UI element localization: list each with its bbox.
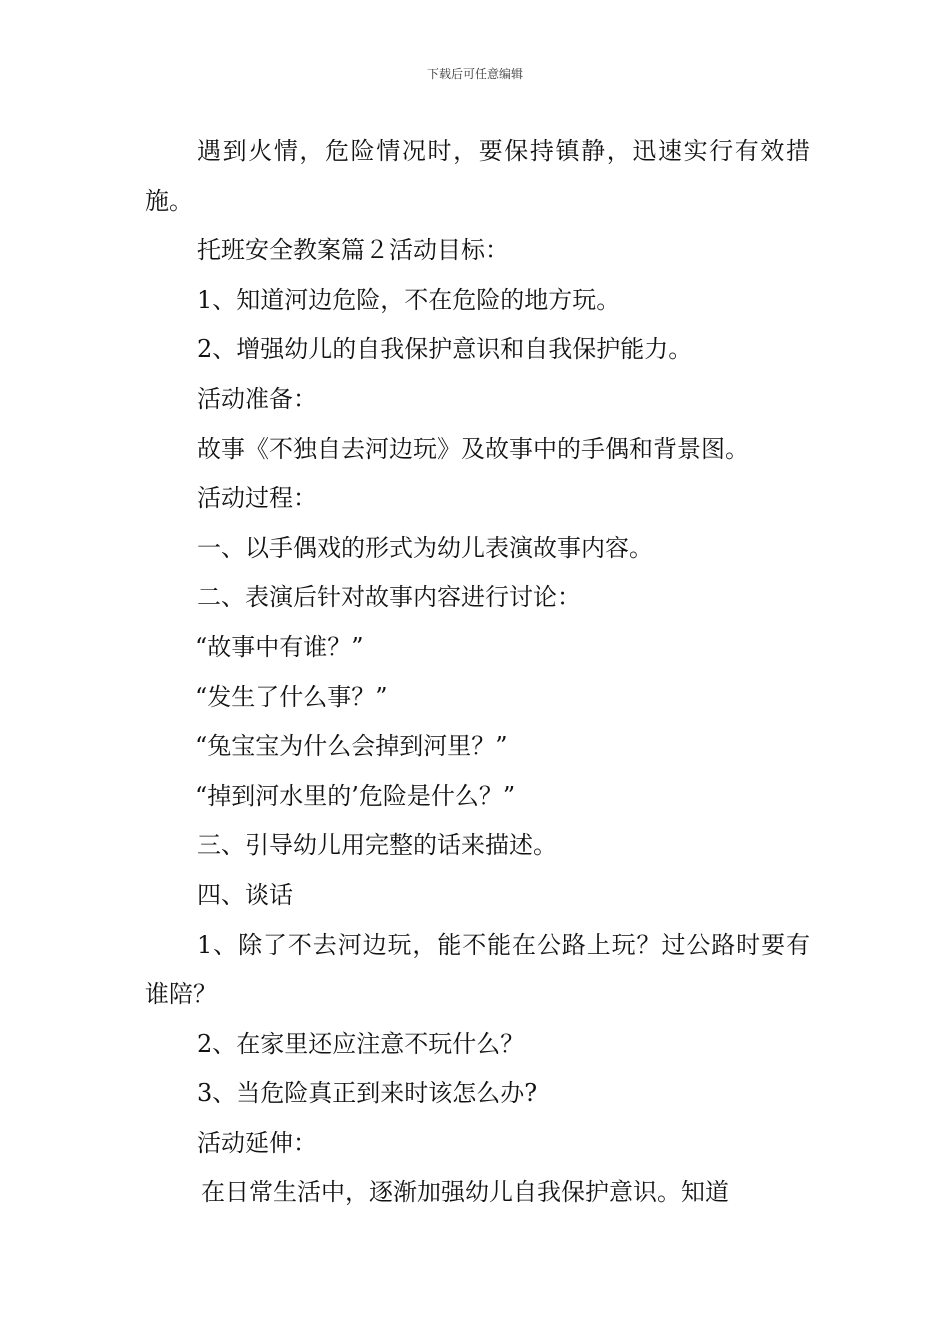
paragraph-lesson-title: 托班安全教案篇２活动目标： bbox=[197, 236, 509, 265]
paragraph-question-3: “兔宝宝为什么会掉到河里？” bbox=[195, 732, 508, 761]
paragraph-question-1: “故事中有谁？” bbox=[195, 632, 364, 661]
document-body bbox=[145, 127, 810, 1218]
paragraph-goal-2: 2、增强幼儿的自我保护意识和自我保护能力。 bbox=[197, 335, 693, 364]
paragraph-extension: 在日常生活中，逐渐加强幼儿自我保护意识。知道 bbox=[201, 1178, 729, 1207]
paragraph-preparation: 故事《不独自去河边玩》及故事中的手偶和背景图。 bbox=[197, 434, 749, 463]
paragraph-fire-safety: 遇到火情，危险情况时，要保持镇静，迅速实行有效措施。 bbox=[145, 137, 810, 215]
paragraph-process-3: 三、引导幼儿用完整的话来描述。 bbox=[197, 831, 557, 860]
paragraph-talk-1: 1、除了不去河边玩，能不能在公路上玩？过公路时要有谁陪？ bbox=[145, 930, 810, 1009]
paragraph-question-2: “发生了什么事？” bbox=[195, 682, 388, 711]
paragraph-talk-3: 3、当危险真正到来时该怎么办? bbox=[197, 1079, 538, 1108]
paragraph-process-2: 二、表演后针对故事内容进行讨论： bbox=[197, 583, 581, 612]
paragraph-goal-1: 1、知道河边危险，不在危险的地方玩。 bbox=[197, 285, 621, 314]
page-header: 下载后可任意编辑 bbox=[426, 67, 523, 81]
paragraph-process-4: 四、谈话 bbox=[197, 880, 293, 909]
paragraph-process-heading: 活动过程： bbox=[197, 484, 317, 513]
paragraph-question-4: “掉到河水里的’危险是什么？” bbox=[195, 781, 516, 810]
paragraph-talk-2: 2、在家里还应注意不玩什么？ bbox=[197, 1029, 525, 1058]
paragraph-preparation-heading: 活动准备： bbox=[197, 384, 317, 413]
paragraph-process-1: 一、以手偶戏的形式为幼儿表演故事内容。 bbox=[197, 533, 653, 562]
paragraph-extension-heading: 活动延伸： bbox=[197, 1128, 317, 1157]
